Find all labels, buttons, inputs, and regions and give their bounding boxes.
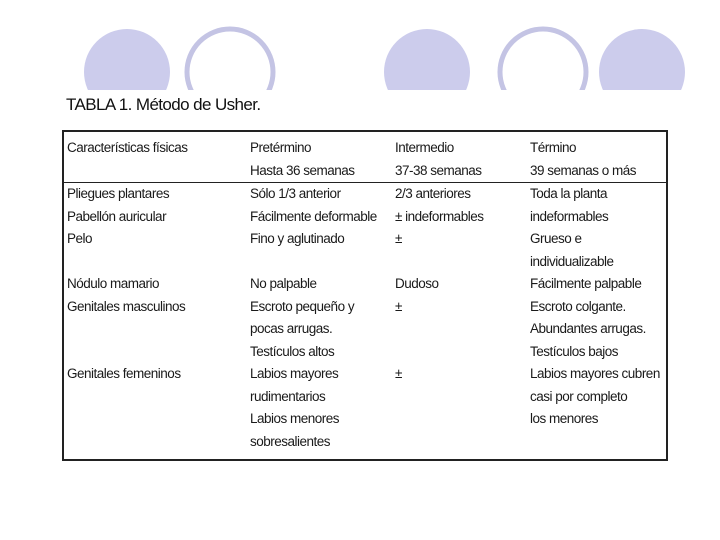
header-pretermino: Pretérmino (250, 140, 312, 155)
circle-outline-2 (500, 29, 586, 90)
row-0-intermedio: 2/3 anteriores (395, 186, 471, 201)
row-5-termino: Labios mayores cubren (530, 366, 660, 381)
row-5-pretermino: Labios mayores (250, 366, 339, 381)
row-2-pretermino: Fino y aglutinado (250, 231, 345, 246)
row-5-feature: Genitales femeninos (67, 366, 181, 381)
row-0-pretermino: Sólo 1/3 anterior (250, 186, 341, 201)
row-4-termino: Testículos bajos (530, 343, 619, 359)
row-5-pretermino: Labios menores (250, 411, 340, 426)
row-0-termino: Toda la planta (530, 186, 608, 201)
row-3-pretermino: No palpable (250, 276, 317, 291)
row-1-intermedio: ± indeformables (395, 208, 484, 224)
circle-outline-1 (187, 29, 273, 90)
circle-filled-3 (599, 29, 685, 90)
table-title: TABLA 1. Método de Usher. (66, 95, 261, 114)
circle-filled-2 (384, 29, 470, 90)
usher-table (62, 130, 668, 461)
row-2-termino: Grueso e (530, 231, 582, 246)
row-1-feature: Pabellón auricular (67, 208, 167, 224)
header-termino: 39 semanas o más (530, 162, 637, 178)
row-0-feature: Pliegues plantares (67, 186, 170, 201)
row-4-pretermino: Testículos altos (250, 343, 335, 359)
row-5-pretermino: rudimentarios (250, 388, 326, 404)
row-4-termino: Abundantes arrugas. (530, 321, 646, 336)
header-intermedio: 37-38 semanas (395, 162, 482, 178)
row-3-termino: Fácilmente palpable (530, 276, 642, 291)
row-3-feature: Nódulo mamario (67, 276, 160, 291)
row-5-pretermino: sobresalientes (250, 433, 331, 449)
header-pretermino: Hasta 36 semanas (250, 162, 355, 178)
header-caracteristicas: Características físicas (67, 140, 188, 155)
row-2-intermedio: ± (395, 231, 402, 246)
decorative-circles (0, 0, 720, 90)
row-5-termino: los menores (530, 411, 599, 426)
row-4-intermedio: ± (395, 298, 402, 314)
circle-filled-1 (84, 29, 170, 90)
row-1-pretermino: Fácilmente deformable (250, 208, 377, 224)
header-intermedio: Intermedio (395, 140, 454, 155)
row-2-termino: individualizable (530, 253, 614, 269)
row-5-termino: casi por completo (530, 388, 628, 404)
row-4-pretermino: Escroto pequeño y (250, 298, 355, 314)
row-4-feature: Genitales masculinos (67, 298, 186, 314)
row-2-feature: Pelo (67, 231, 93, 246)
row-4-termino: Escroto colgante. (530, 298, 626, 314)
row-1-termino: indeformables (530, 208, 609, 224)
row-4-pretermino: pocas arrugas. (250, 321, 333, 336)
row-3-intermedio: Dudoso (395, 276, 439, 291)
row-5-intermedio: ± (395, 366, 402, 381)
header-termino: Término (530, 140, 577, 155)
